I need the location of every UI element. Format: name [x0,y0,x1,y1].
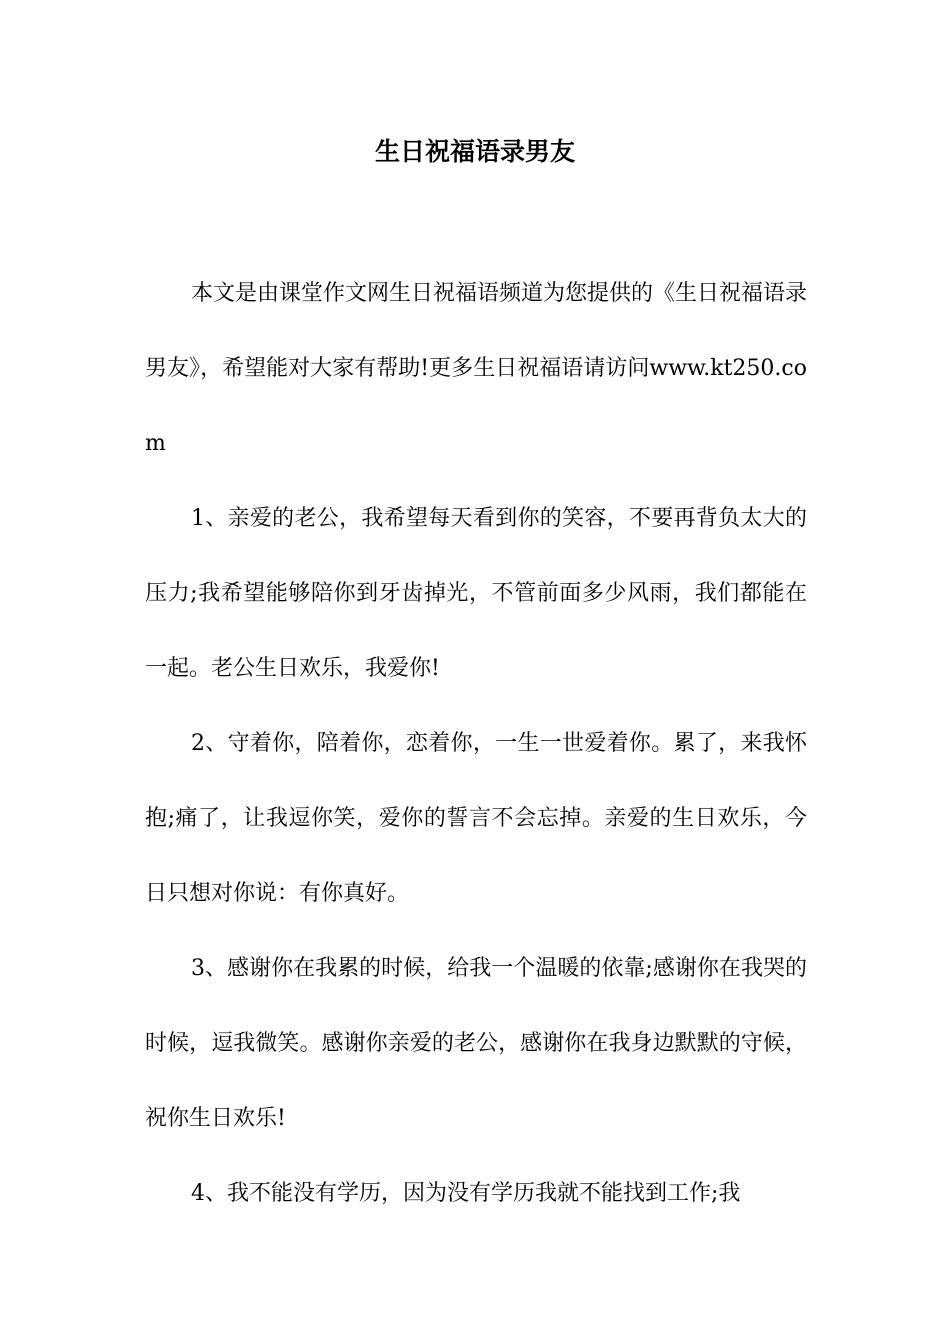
document-title: 生日祝福语录男友 [374,137,575,166]
paragraph-item-3: 3、感谢你在我累的时候，给我一个温暖的依靠;感谢你在我哭的时候，逗我微笑。感谢你亲爱的老公，感谢你在我身边默默的守候，祝你生日欢乐! [145,956,807,1131]
document-body [145,256,807,1231]
paragraph-item-2: 2、守着你，陪着你，恋着你，一生一世爱着你。累了，来我怀抱;痛了，让我逗你笑，爱你的誓言不会忘掉。亲爱的生日欢乐，今日只想对你说：有你真好。 [145,731,807,906]
paragraph-intro: 本文是由课堂作文网生日祝福语频道为您提供的《生日祝福语录男友》，希望能对大家有帮助!更多生日祝福语请访问www.kt250.com [145,281,808,456]
paragraph-item-4: 4、我不能没有学历，因为没有学历我就不能找到工作;我 [191,1181,741,1206]
paragraph-item-1: 1、亲爱的老公，我希望每天看到你的笑容，不要再背负太大的压力;我希望能够陪你到牙齿掉光，不管前面多少风雨，我们都能在一起。老公生日欢乐，我爱你! [145,506,807,681]
